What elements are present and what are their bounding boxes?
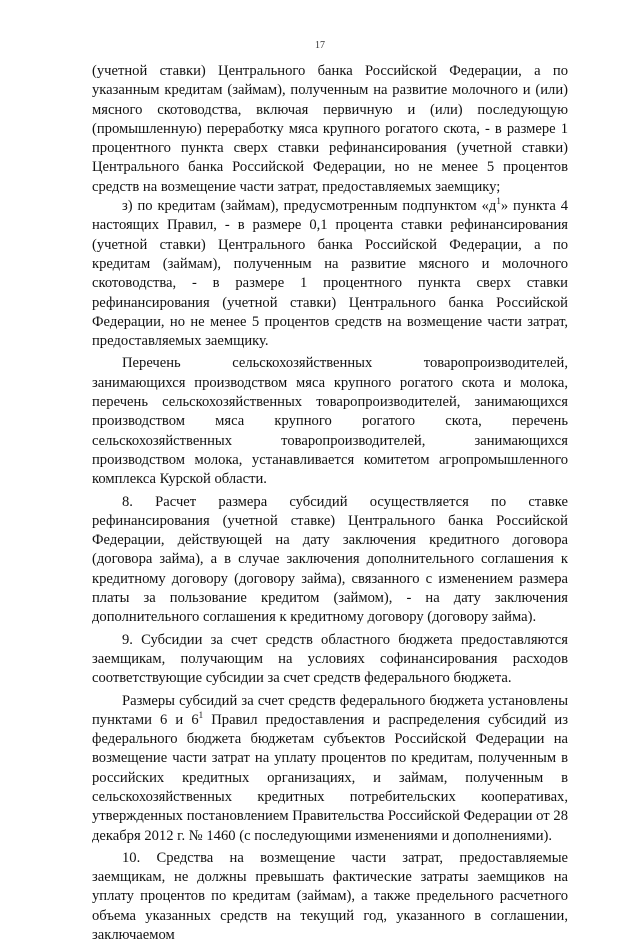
paragraph-item-9: 9. Субсидии за счет средств областного бюджета предоставляются заемщикам, получающим на условиях софинансирования расходов соответствующие субсидии за счет средств федерального бюджета. [92,631,568,687]
paragraph-federal-subsidies [92,692,568,846]
document-body [92,62,568,945]
paragraph-item-10: 10. Средства на возмещение части затрат, предоставляемые заемщикам, не должны превышать фактические затраты заемщиков на уплату процентов по кредитам (займам), а также предельного расчетного объема указанных средств на текущий год, указанного в соглашении, заключаемом [92,849,568,944]
paragraph-federal-subsidies-text-b: Правил предоставления и распределения субсидий из федерального бюджета бюджетам субъектов Российской Федерации на возмещение части затрат на уплату процентов по кредитам, полученным в российских кредитных организациях, и займам, полученным в сельскохозяйственных кредитных потребительских кооперативах, утвержденных постановлением Правительства Российской Федерации от 28 декабря 2012 г. № 1460 (с последующими изменениями и дополнениями). [92,711,569,844]
paragraph-list-of-producers: Перечень сельскохозяйственных товаропроизводителей, занимающихся производством мяса крупного рогатого скота и молока, перечень сельскохозяйственных товаропроизводителей, занимающихся производством мяса крупного рогатого скота, перечень сельскохозяйственных товаропроизводителей, занимающихся производством молока, устанавливается комитетом агропромышленного комплекса Курской области. [92,355,568,488]
paragraph-federal-subsidies-text-a: Размеры субсидий за счет средств федерального бюджета установлены пунктами 6 и 6 [92,692,568,728]
paragraph-item-8: 8. Расчет размера субсидий осуществляется по ставке рефинансирования (учетной ставке) Центрального банка Российской Федерации, действующей на дату заключения кредитного договора (договора займа), а в случае заключения дополнительного соглашения к кредитному договору (договору займа), связанного с изменением размера платы за пользование кредитом (займом), - на дату заключения дополнительного соглашения к кредитному договору (договору займа). [92,493,568,626]
paragraph-subitem-z [92,197,568,351]
superscript-1: 1 [496,196,501,207]
paragraph-continuation: (учетной ставки) Центрального банка Российской Федерации, а по указанным кредитам (займам), полученным на развитие молочного и (или) мясного скотоводства, включая первичную и (или) последующую (промышленную) переработку мяса крупного рогатого скота, - в размере 1 процентного пункта сверх ставки рефинансирования (учетной ставки) Центрального банка Российской Федерации, но не менее 5 процентов средств на возмещение части затрат, предоставляемых заемщику; [92,63,568,195]
superscript-1: 1 [198,709,204,720]
page-number: 17 [315,40,325,51]
paragraph-subitem-z-text-a: з) по кредитам (займам), предусмотренным подпунктом «д [122,198,497,215]
paragraph-subitem-z-text-b: » пункта 4 настоящих Правил, - в размере 0,1 процента ставки рефинансирования (учетной ставки) Центрального банка Российской Федерации, а по кредитам (займам), полученным на развитие мясного и молочного скотоводства, - в размере 1 процентного пункта сверх ставки рефинансирования (учетной ставки) Центрального банка Российской Федерации, но не менее 5 процентов средств на возмещение части затрат, предоставляемых заемщику. [92,198,568,350]
